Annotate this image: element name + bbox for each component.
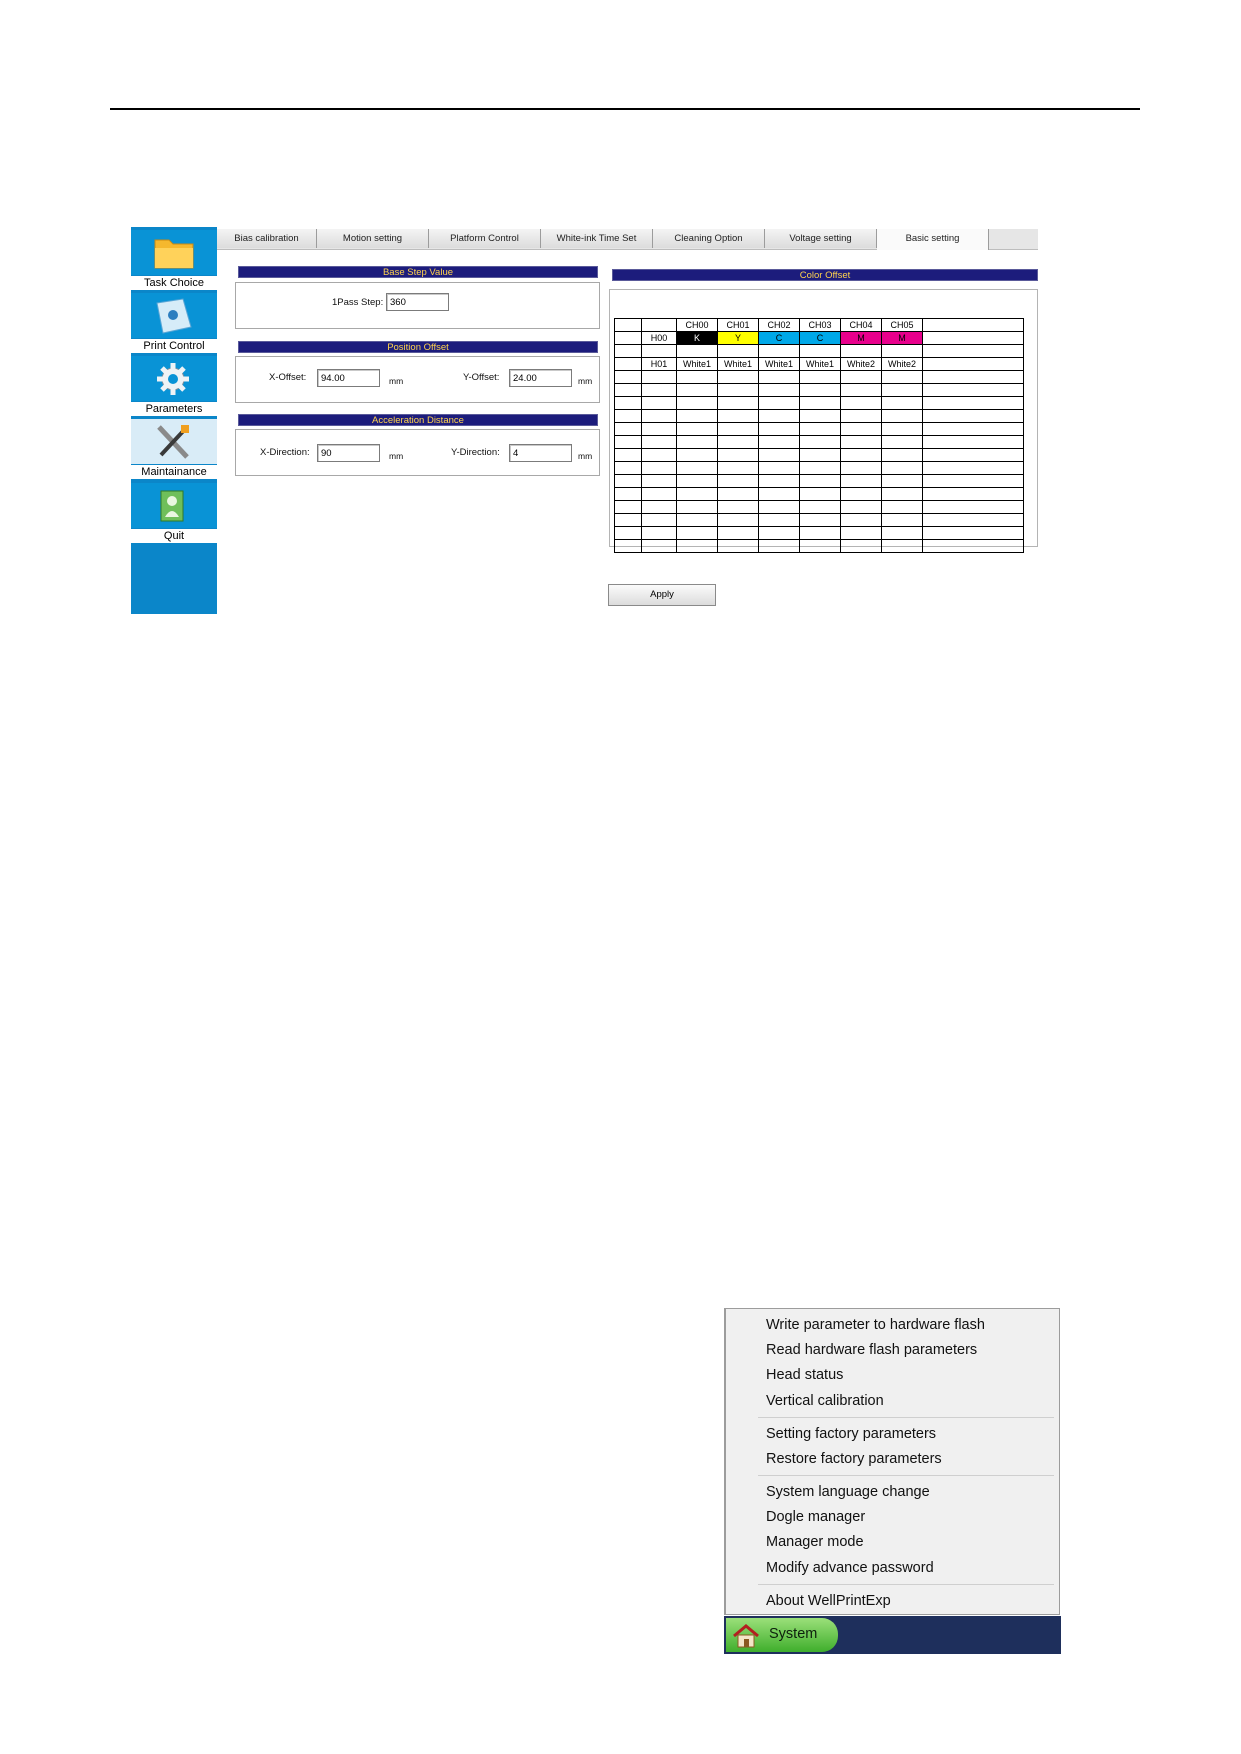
sidebar-item-label: Print Control xyxy=(131,339,217,353)
table-cell xyxy=(882,449,923,462)
table-cell xyxy=(615,358,642,371)
sidebar-item-label: Maintainance xyxy=(131,465,217,479)
table-cell xyxy=(677,488,718,501)
table-cell xyxy=(718,371,759,384)
table-cell xyxy=(759,514,800,527)
table-cell xyxy=(759,527,800,540)
gear-icon xyxy=(153,360,195,398)
table-cell xyxy=(923,501,1024,514)
apply-button[interactable]: Apply xyxy=(608,584,716,606)
table-row xyxy=(615,371,1024,384)
table-cell: C xyxy=(759,332,800,345)
table-cell: CH03 xyxy=(800,319,841,332)
pass-step-label: 1Pass Step: xyxy=(332,297,384,308)
table-cell xyxy=(923,527,1024,540)
menu-separator xyxy=(758,1475,1054,1476)
table-cell xyxy=(677,514,718,527)
table-cell xyxy=(800,514,841,527)
table-cell xyxy=(615,423,642,436)
table-row xyxy=(615,358,1024,371)
menu-item-read-flash[interactable]: Read hardware flash parameters xyxy=(766,1342,978,1358)
table-cell xyxy=(759,423,800,436)
table-cell xyxy=(800,423,841,436)
table-cell xyxy=(642,449,677,462)
table-cell xyxy=(841,475,882,488)
table-cell xyxy=(677,449,718,462)
base-step-panel xyxy=(235,282,600,329)
table-cell xyxy=(923,410,1024,423)
menu-separator xyxy=(758,1584,1054,1585)
color-offset-title: Color Offset xyxy=(612,269,1038,281)
table-cell xyxy=(882,527,923,540)
color-offset-grid xyxy=(609,289,1038,547)
table-cell xyxy=(882,462,923,475)
table-cell xyxy=(841,488,882,501)
table-cell xyxy=(923,540,1024,553)
table-cell xyxy=(677,527,718,540)
table-cell xyxy=(759,475,800,488)
table-cell xyxy=(615,449,642,462)
table-cell xyxy=(923,462,1024,475)
table-cell: Y xyxy=(718,332,759,345)
table-cell xyxy=(718,475,759,488)
table-row xyxy=(615,475,1024,488)
table-cell: CH01 xyxy=(718,319,759,332)
table-cell xyxy=(642,371,677,384)
table-cell xyxy=(759,410,800,423)
table-cell xyxy=(615,384,642,397)
table-cell xyxy=(718,501,759,514)
table-cell xyxy=(800,462,841,475)
table-cell: C xyxy=(800,332,841,345)
table-cell xyxy=(882,501,923,514)
table-cell xyxy=(759,436,800,449)
table-cell xyxy=(615,397,642,410)
table-row xyxy=(615,436,1024,449)
table-cell: H01 xyxy=(642,358,677,371)
y-direction-input[interactable] xyxy=(509,444,572,462)
table-cell xyxy=(677,384,718,397)
table-cell xyxy=(882,488,923,501)
quit-icon xyxy=(153,487,195,525)
table-cell: White2 xyxy=(882,358,923,371)
table-row xyxy=(615,423,1024,436)
y-direction-unit: mm xyxy=(578,451,593,461)
table-row xyxy=(615,397,1024,410)
sidebar-item-label: Quit xyxy=(131,529,217,543)
tab-platform-control[interactable]: Platform Control xyxy=(429,229,541,248)
taskbar xyxy=(724,1616,1061,1654)
table-cell xyxy=(759,501,800,514)
table-cell xyxy=(615,345,642,358)
table-cell xyxy=(800,488,841,501)
x-offset-unit: mm xyxy=(389,376,404,386)
sidebar-item-label: Parameters xyxy=(131,402,217,416)
table-cell xyxy=(642,319,677,332)
table-row xyxy=(615,462,1024,475)
sidebar-item-print-control[interactable] xyxy=(131,293,217,354)
table-cell xyxy=(841,384,882,397)
sidebar-item-parameters[interactable] xyxy=(131,356,217,417)
home-icon xyxy=(732,1624,760,1648)
tab-motion-setting[interactable]: Motion setting xyxy=(317,229,429,248)
table-cell xyxy=(677,540,718,553)
table-cell xyxy=(642,462,677,475)
table-cell xyxy=(841,527,882,540)
menu-item-dogle-manager[interactable]: Dogle manager xyxy=(766,1509,866,1525)
menu-separator xyxy=(758,1417,1054,1418)
sidebar xyxy=(131,227,217,614)
table-cell: White1 xyxy=(677,358,718,371)
table-cell xyxy=(718,423,759,436)
table-cell xyxy=(923,371,1024,384)
tab-basic-setting[interactable]: Basic setting xyxy=(877,229,989,250)
page-header-rule xyxy=(110,108,1140,110)
table-cell: White1 xyxy=(718,358,759,371)
table-cell xyxy=(642,345,677,358)
table-cell: M xyxy=(882,332,923,345)
base-step-title: Base Step Value xyxy=(238,266,598,278)
table-row xyxy=(615,514,1024,527)
acceleration-distance-panel xyxy=(235,429,600,476)
table-cell xyxy=(677,397,718,410)
table-cell xyxy=(615,332,642,345)
x-offset-input[interactable] xyxy=(317,369,380,387)
table-cell xyxy=(718,540,759,553)
menu-item-about[interactable]: About WellPrintExp xyxy=(766,1593,891,1609)
system-button-label: System xyxy=(769,1626,818,1642)
table-cell xyxy=(677,423,718,436)
table-cell xyxy=(841,410,882,423)
table-cell xyxy=(882,475,923,488)
tab-cleaning-option[interactable]: Cleaning Option xyxy=(653,229,765,248)
table-cell xyxy=(718,436,759,449)
table-cell xyxy=(718,449,759,462)
menu-item-setting-factory[interactable]: Setting factory parameters xyxy=(766,1426,937,1442)
table-cell xyxy=(677,501,718,514)
table-row xyxy=(615,384,1024,397)
table-cell xyxy=(841,501,882,514)
table-cell xyxy=(841,540,882,553)
table-cell xyxy=(718,397,759,410)
x-offset-label: X-Offset: xyxy=(269,372,307,383)
table-cell: H00 xyxy=(642,332,677,345)
table-cell xyxy=(642,423,677,436)
table-cell xyxy=(642,488,677,501)
table-row xyxy=(615,449,1024,462)
menu-item-vertical-calibration[interactable]: Vertical calibration xyxy=(766,1393,884,1409)
table-cell xyxy=(841,397,882,410)
table-cell xyxy=(615,540,642,553)
table-cell xyxy=(882,397,923,410)
table-cell xyxy=(759,384,800,397)
tab-white-ink-time-set[interactable]: White-ink Time Set xyxy=(541,229,653,248)
table-row xyxy=(615,319,1024,332)
table-cell xyxy=(677,475,718,488)
color-offset-table xyxy=(614,318,1024,553)
table-cell xyxy=(800,384,841,397)
table-row xyxy=(615,332,1024,345)
table-cell xyxy=(718,345,759,358)
x-direction-label: X-Direction: xyxy=(260,447,310,458)
table-cell xyxy=(718,488,759,501)
table-cell xyxy=(841,462,882,475)
table-cell xyxy=(718,527,759,540)
table-cell xyxy=(718,384,759,397)
table-cell xyxy=(615,371,642,384)
sidebar-item-maintainance[interactable] xyxy=(131,419,217,480)
table-cell xyxy=(841,423,882,436)
table-cell: K xyxy=(677,332,718,345)
print-control-icon xyxy=(153,297,195,335)
table-cell xyxy=(841,371,882,384)
table-cell xyxy=(800,397,841,410)
y-offset-unit: mm xyxy=(578,376,593,386)
system-button[interactable] xyxy=(726,1618,838,1652)
table-row xyxy=(615,345,1024,358)
table-cell xyxy=(923,449,1024,462)
y-offset-label: Y-Offset: xyxy=(463,372,500,383)
table-cell: M xyxy=(841,332,882,345)
basic-setting-screenshot xyxy=(131,227,1038,614)
table-cell xyxy=(800,371,841,384)
system-menu xyxy=(724,1308,1060,1615)
table-cell xyxy=(923,319,1024,332)
table-row xyxy=(615,488,1024,501)
table-cell xyxy=(642,475,677,488)
table-cell xyxy=(923,423,1024,436)
table-cell xyxy=(923,488,1024,501)
tab-bias-calibration[interactable]: Bias calibration xyxy=(217,229,317,248)
table-cell xyxy=(642,514,677,527)
table-cell xyxy=(759,371,800,384)
position-offset-title: Position Offset xyxy=(238,341,598,353)
table-cell xyxy=(642,527,677,540)
table-cell xyxy=(759,488,800,501)
table-cell xyxy=(923,397,1024,410)
table-cell: White1 xyxy=(759,358,800,371)
table-cell xyxy=(718,410,759,423)
y-offset-input[interactable] xyxy=(509,369,572,387)
table-cell xyxy=(759,462,800,475)
table-cell: CH04 xyxy=(841,319,882,332)
table-cell xyxy=(841,436,882,449)
table-cell xyxy=(923,345,1024,358)
menu-item-manager-mode[interactable]: Manager mode xyxy=(766,1534,864,1550)
table-cell xyxy=(677,345,718,358)
table-cell: White1 xyxy=(800,358,841,371)
table-cell xyxy=(882,436,923,449)
table-cell xyxy=(923,332,1024,345)
table-cell xyxy=(615,488,642,501)
table-cell xyxy=(642,540,677,553)
table-cell xyxy=(677,371,718,384)
table-cell: CH05 xyxy=(882,319,923,332)
table-cell xyxy=(882,423,923,436)
table-cell xyxy=(882,345,923,358)
table-cell xyxy=(615,514,642,527)
table-cell xyxy=(642,410,677,423)
menu-item-language-change[interactable]: System language change xyxy=(766,1484,930,1500)
table-cell xyxy=(615,475,642,488)
table-row xyxy=(615,501,1024,514)
table-cell xyxy=(841,514,882,527)
table-cell xyxy=(800,475,841,488)
table-cell xyxy=(923,436,1024,449)
table-cell xyxy=(615,436,642,449)
table-cell xyxy=(800,449,841,462)
table-cell xyxy=(642,384,677,397)
table-cell xyxy=(615,319,642,332)
table-cell xyxy=(642,436,677,449)
table-cell xyxy=(718,462,759,475)
acceleration-distance-title: Acceleration Distance xyxy=(238,414,598,426)
table-cell xyxy=(677,410,718,423)
table-cell xyxy=(882,514,923,527)
table-cell xyxy=(677,462,718,475)
table-cell xyxy=(923,514,1024,527)
table-cell xyxy=(882,371,923,384)
table-row xyxy=(615,527,1024,540)
table-cell xyxy=(642,501,677,514)
menu-item-write-parameter[interactable]: Write parameter to hardware flash xyxy=(766,1317,985,1333)
table-row xyxy=(615,540,1024,553)
sidebar-item-task-choice[interactable] xyxy=(131,230,217,291)
position-offset-panel xyxy=(235,356,600,403)
table-cell xyxy=(923,358,1024,371)
table-cell xyxy=(841,449,882,462)
table-cell xyxy=(615,462,642,475)
table-cell: White2 xyxy=(841,358,882,371)
table-cell xyxy=(800,345,841,358)
menu-item-restore-factory[interactable]: Restore factory parameters xyxy=(766,1451,942,1467)
table-cell xyxy=(615,527,642,540)
table-row xyxy=(615,410,1024,423)
table-cell xyxy=(677,436,718,449)
x-direction-input[interactable] xyxy=(317,444,380,462)
tab-voltage-setting[interactable]: Voltage setting xyxy=(765,229,877,248)
table-cell xyxy=(882,384,923,397)
table-cell xyxy=(800,410,841,423)
table-cell xyxy=(615,410,642,423)
table-cell xyxy=(718,514,759,527)
tools-icon xyxy=(153,423,195,461)
table-cell xyxy=(882,410,923,423)
table-cell xyxy=(642,397,677,410)
sidebar-item-label: Task Choice xyxy=(131,276,217,290)
table-cell xyxy=(800,540,841,553)
table-cell: CH00 xyxy=(677,319,718,332)
table-cell xyxy=(882,540,923,553)
table-cell xyxy=(759,540,800,553)
table-cell: CH02 xyxy=(759,319,800,332)
x-direction-unit: mm xyxy=(389,451,404,461)
table-cell xyxy=(615,501,642,514)
tab-bar xyxy=(217,229,1038,250)
table-cell xyxy=(759,449,800,462)
table-cell xyxy=(800,436,841,449)
table-cell xyxy=(841,345,882,358)
folder-icon xyxy=(153,234,195,270)
y-direction-label: Y-Direction: xyxy=(451,447,500,458)
menu-item-head-status[interactable]: Head status xyxy=(766,1367,844,1383)
system-menu-screenshot xyxy=(724,1308,1061,1656)
pass-step-input[interactable] xyxy=(386,293,449,311)
table-cell xyxy=(759,345,800,358)
table-cell xyxy=(800,501,841,514)
table-cell xyxy=(759,397,800,410)
sidebar-item-quit[interactable] xyxy=(131,483,217,544)
table-cell xyxy=(923,475,1024,488)
menu-item-modify-password[interactable]: Modify advance password xyxy=(766,1560,934,1576)
table-cell xyxy=(923,384,1024,397)
table-cell xyxy=(800,527,841,540)
